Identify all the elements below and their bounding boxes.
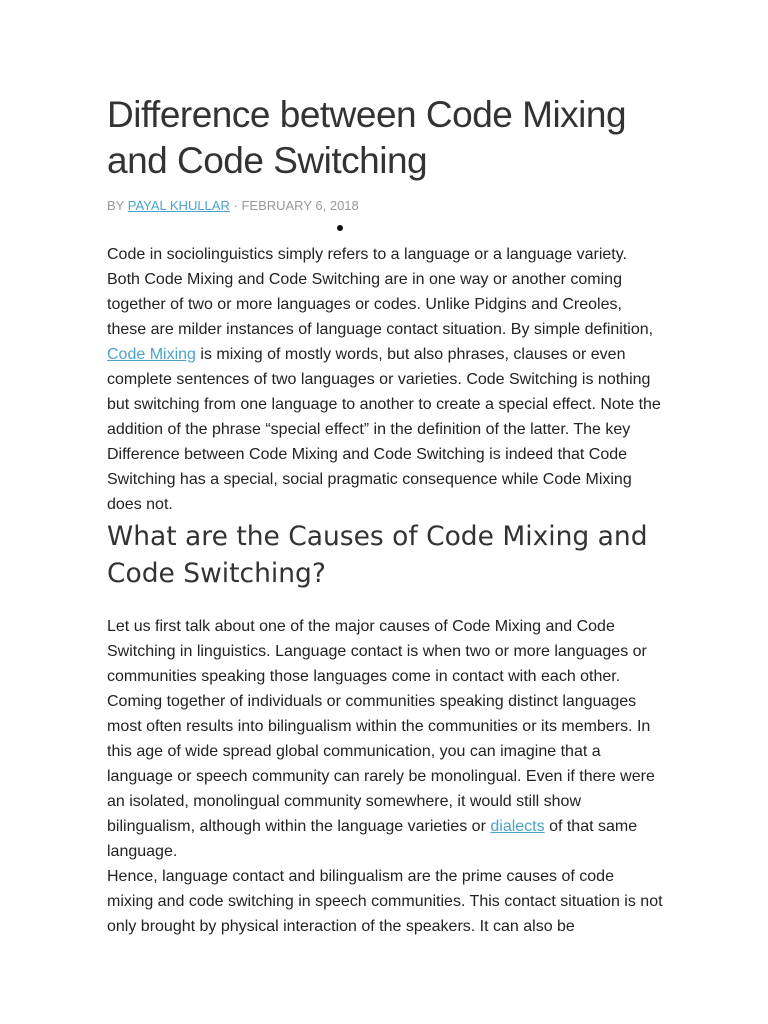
article-title: Difference between Code Mixing and Code Switching [107,94,627,181]
paragraph-causes-text-2: of that same language. [107,818,638,860]
bullet-dot-icon [337,225,343,231]
publish-date: FEBRUARY 6, 2018 [241,198,359,213]
paragraph-intro-text-2: is mixing of mostly words, but also phrases, clauses or even complete sentences of two languages or varieties. Code Switching is nothing but switching from one language to another to create a special effect. Note the addition of the phrase “special effect” in the definition of the latter. The key Difference between Code Mixing and Code Switching is indeed that Code Switching has a special, social pragmatic consequence while Code Mixing does not. [107,346,661,513]
list-bullet [107,218,663,240]
code-mixing-link[interactable]: Code Mixing [107,346,196,363]
paragraph-causes-text-1: Let us first talk about one of the major causes of Code Mixing and Code Switching in linguistics. Language contact is when two or more languages or communities speaking those languages come in contact with each other. Coming together of individuals or communities speaking distinct languages most often results into bilingualism within the communities or its members. In this age of wide spread global communication, you can imagine that a language or speech community can rarely be monolingual. Even if there were an isolated, monolingual community somewhere, it would still show bilingualism, although within the language varieties or [107,618,655,835]
paragraph-intro-text-1: Code in sociolinguistics simply refers to a language or a language variety. Both Code Mixing and Code Switching are in one way or another coming together of two or more languages or codes. Unlike Pidgins and Creoles, these are milder instances of language contact situation. By simple definition, [107,246,654,338]
section-heading: What are the Causes of Code Mixing and Code Switching? [107,521,648,589]
paragraph-intro [107,242,663,517]
dialects-link[interactable]: dialects [490,818,545,835]
article-meta [107,198,663,214]
meta-separator: · [233,198,238,213]
article [107,92,663,939]
byline-label: BY [107,198,125,213]
paragraph-causes [107,614,663,864]
author-link[interactable]: PAYAL KHULLAR [127,198,230,213]
paragraph-contact: Hence, language contact and bilingualism are the prime causes of code mixing and code switching in speech communities. This contact situation is not only brought by physical interaction of the speakers. It can also be [107,868,663,935]
